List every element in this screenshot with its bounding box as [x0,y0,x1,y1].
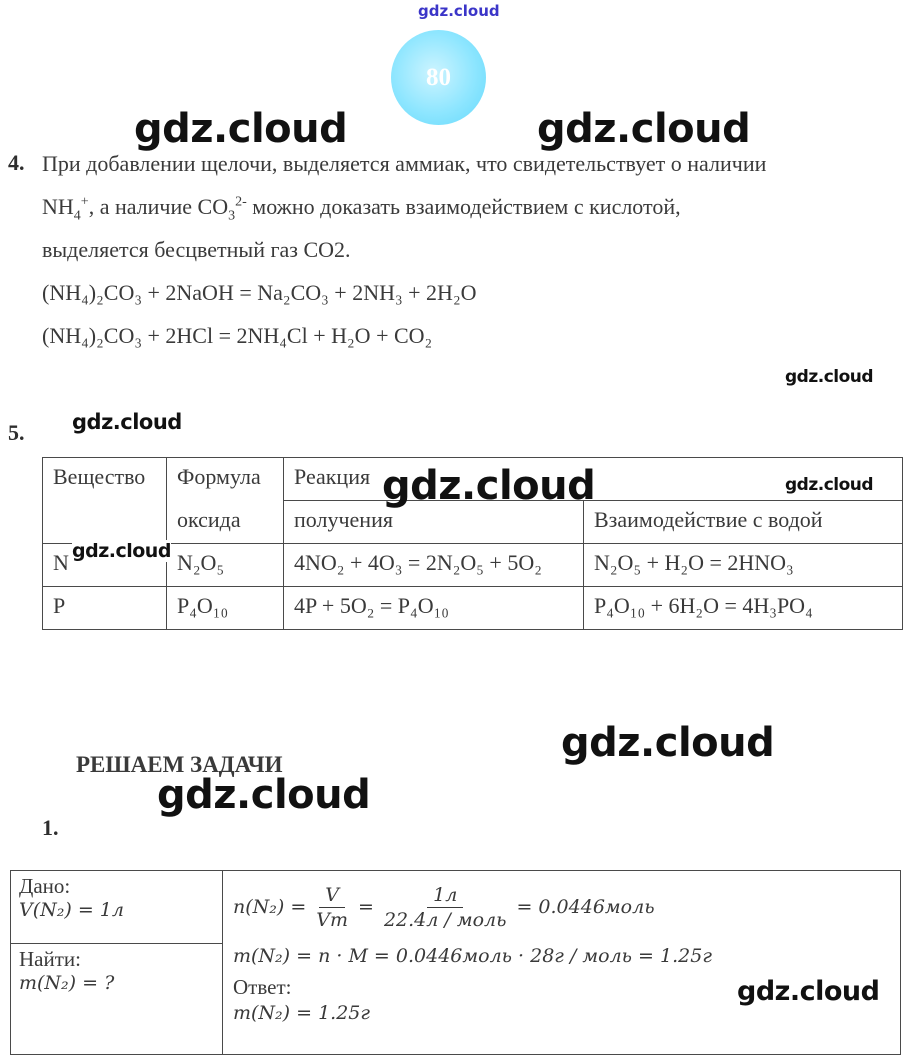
header-reaction: Реакция [284,458,903,501]
cell-substance: N [43,544,167,587]
answer-label: Ответ: [233,975,292,999]
cell-water: N₂O₅ + H₂O = 2HNO₃ [584,544,903,587]
given-label: Дано: [19,874,71,898]
header-formula-2: оксида [167,501,284,544]
formula-2: m(N₂) = n · M = 0.0446моль · 28г / моль = 1.25г [233,945,712,967]
task-4-equation-2: (NH₄)₂CO₃ + 2HCl = 2NH₄Cl + H₂O + CO₂ [42,323,433,348]
find-label: Найти: [19,947,81,971]
page-number-badge: 80 [391,30,486,125]
cell-substance: P [43,587,167,630]
given-cell [11,871,223,944]
watermark: gdz.cloud [72,410,182,434]
watermark: gdz.cloud [157,772,371,818]
watermark: gdz.cloud [134,106,348,152]
header-substance: Вещество [43,458,167,501]
cell-oxide: N₂O₅ [167,544,284,587]
find-cell [11,944,223,1055]
header-obtaining: получения [284,501,584,544]
fraction-values: $\frac{1л}{\text{22.4л / моль}}$ [383,883,507,931]
watermark: gdz.cloud [537,106,751,152]
problem-1-number: 1. [42,815,59,840]
table-row [43,587,903,630]
task-4-number: 4. [8,150,25,175]
find-value: m(N₂) = ? [19,972,115,994]
task-4-line-1: При добавлении щелочи, выделяется аммиак, что свидетельствует о наличии [42,151,767,176]
header-formula-1: Формула [167,458,284,501]
solution-cell [223,871,901,1055]
watermark: gdz.cloud [785,475,874,495]
cell-water: P₄O₁₀ + 6H₂O = 4H₃PO₄ [584,587,903,630]
nh4-text: $NH_4^+$, а наличие $CO_3^{2-}$ можно доказать взаимодействием с кислотой, [42,194,681,224]
given-value: V(N₂) = 1л [19,899,124,921]
fraction-v-vm: $\frac{V}{Vm}$ [316,883,349,931]
answer-value: m(N₂) = 1.25г [233,1002,370,1024]
formula-1: n(N₂) = $\frac{V}{Vm}$ = $\frac{1л}{\text{22.4л / моль}}$ = 0.0446моль [233,883,655,931]
section-title: РЕШАЕМ ЗАДАЧИ [76,752,283,777]
watermark: gdz.cloud [561,720,775,766]
table-row [43,544,903,587]
top-watermark: gdz.cloud [418,2,500,20]
cell-obtaining: 4NO₂ + 4O₃ = 2N₂O₅ + 5O₂ [284,544,584,587]
problem-1-table [10,870,901,1055]
task-4-line-3: выделяется бесцветный газ CO2. [42,237,351,262]
cell-oxide: P₄O₁₀ [167,587,284,630]
header-substance-cont [43,501,167,544]
cell-obtaining: 4P + 5O₂ = P₄O₁₀ [284,587,584,630]
task-4-equation-1: (NH₄)₂CO₃ + 2NaOH = Na₂CO₃ + 2NH₃ + 2H₂O [42,280,477,305]
watermark: gdz.cloud [785,367,874,387]
header-water: Взаимодействие с водой [584,501,903,544]
watermark: gdz.cloud [72,540,171,562]
task-4-line-2 [42,185,870,228]
watermark: gdz.cloud [737,976,880,1007]
watermark: gdz.cloud [382,463,596,509]
task-5-number: 5. [8,420,25,445]
